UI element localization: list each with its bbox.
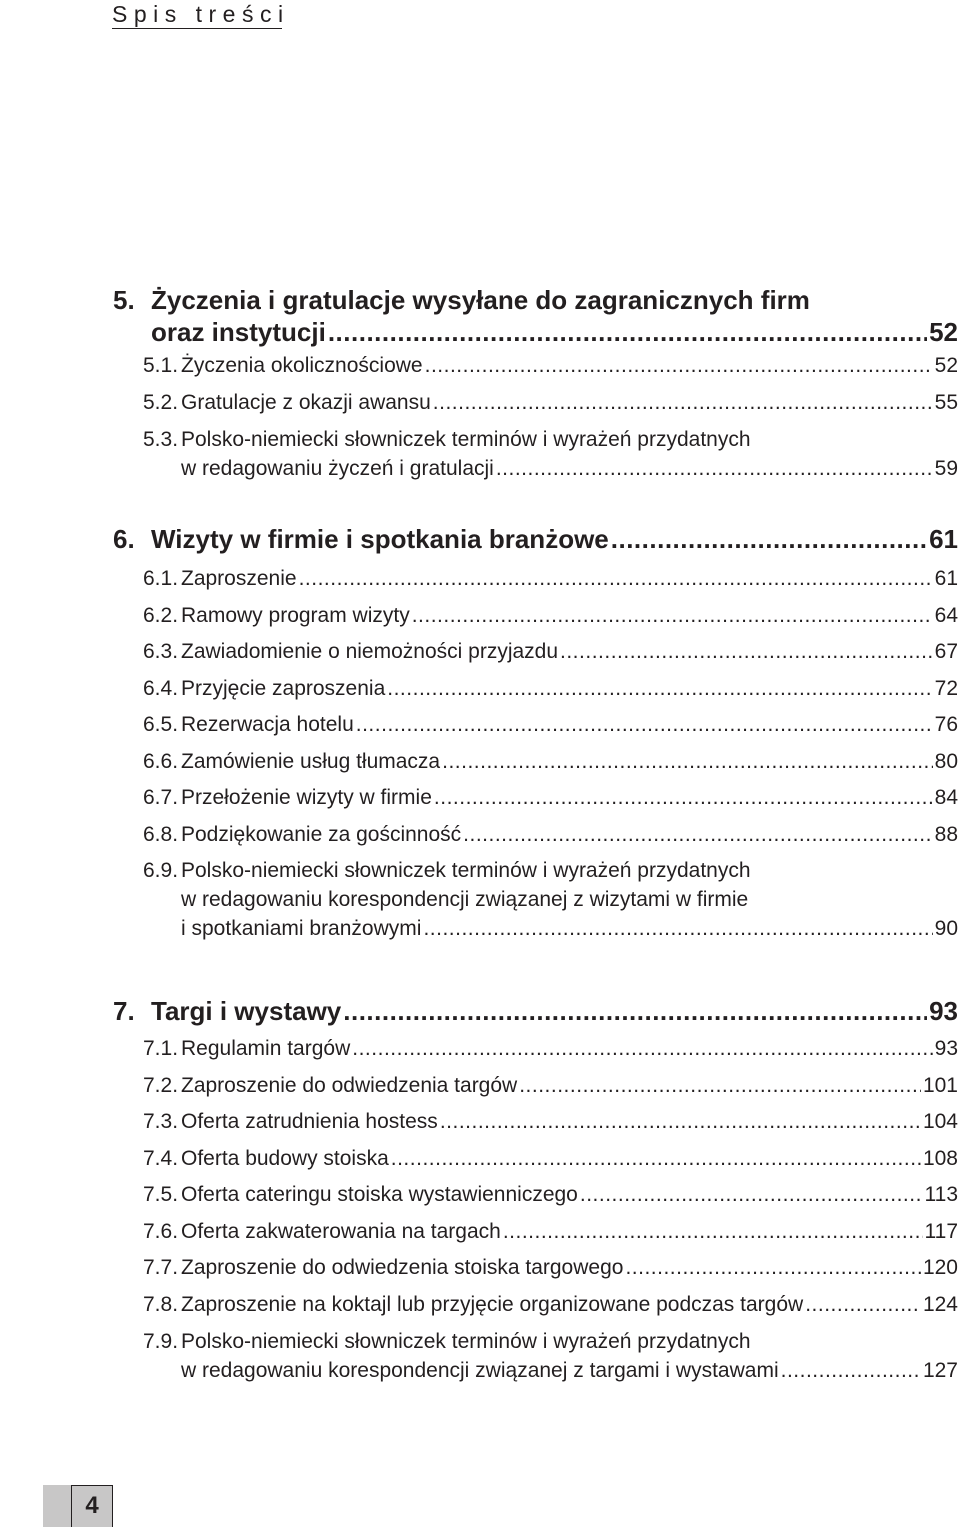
toc-entry-6-6 [143, 744, 958, 781]
leader-dots [299, 561, 933, 598]
leader-dots [356, 707, 933, 744]
entry-title: Życzenia okolicznościowe [181, 354, 423, 377]
toc-entry-6-2 [143, 598, 958, 635]
entry-page: 104 [922, 1110, 958, 1133]
chapter-5 [113, 284, 958, 483]
entry-number: 6.9. [143, 859, 179, 882]
entry-page: 64 [934, 603, 958, 627]
entry-title: Oferta budowy stoiska [181, 1146, 389, 1170]
entry-title: w redagowaniu korespondencji związanej z targami i wystawami [181, 1359, 779, 1382]
entry-title: Zaproszenie do odwiedzenia targów [181, 1073, 518, 1097]
leader-dots [580, 1177, 923, 1214]
entry-title: Ramowy program wizyty [181, 603, 410, 627]
entry-number: 6.6. [143, 749, 179, 773]
toc-entry-6-7 [143, 780, 958, 817]
toc-entry-6-9 [143, 853, 958, 943]
entry-number: 7.8. [143, 1292, 179, 1316]
entry-page: 72 [934, 676, 958, 700]
toc-entry-7-3 [143, 1104, 958, 1141]
chapter-6-title [113, 523, 958, 555]
toc-entry-7-5 [143, 1177, 958, 1214]
entry-number: 5.2. [143, 390, 179, 414]
entry-title: Przełożenie wizyty w firmie [181, 786, 432, 809]
chapter-7 [113, 995, 958, 1385]
chapter-6 [113, 523, 958, 943]
entry-number: 6.7. [143, 786, 179, 809]
entry-title: Zaproszenie do odwiedzenia stoiska targowego [181, 1256, 624, 1279]
chapter-7-title [113, 995, 958, 1027]
leader-dots [434, 780, 933, 817]
chapter-5-title-text: Życzenia i gratulacje wysyłane do zagranicznych firm [151, 285, 810, 315]
page-number-tab [43, 1485, 113, 1527]
entry-page: 90 [934, 917, 958, 940]
entry-page: 127 [922, 1359, 958, 1382]
leader-dots [328, 316, 927, 348]
entry-page: 61 [934, 567, 958, 590]
leader-dots [423, 914, 932, 943]
entry-number: 6.5. [143, 713, 179, 736]
toc-entry-7-1 [143, 1031, 958, 1068]
entry-page: 80 [934, 749, 958, 773]
entry-page: 76 [934, 713, 958, 736]
entry-number: 5.3. [143, 428, 179, 451]
table-of-contents [113, 284, 958, 1385]
chapter-7-page: 93 [929, 996, 958, 1026]
entry-number: 7.6. [143, 1219, 179, 1243]
entry-number: 6.2. [143, 603, 179, 627]
leader-dots [805, 1287, 921, 1324]
chapter-6-title-text: Wizyty w firmie i spotkania branżowe [151, 524, 609, 554]
entry-number: 6.8. [143, 822, 179, 846]
chapter-5-title-line2 [113, 316, 958, 348]
entry-number: 7.5. [143, 1183, 179, 1206]
entry-title: Podziękowanie za gościnność [181, 822, 462, 846]
entry-number: 5.1. [143, 354, 179, 377]
leader-dots [352, 1031, 932, 1068]
toc-entry-7-2 [143, 1068, 958, 1105]
chapter-6-page: 61 [929, 524, 958, 554]
entry-title: Gratulacje z okazji awansu [181, 390, 431, 414]
leader-dots [343, 995, 927, 1027]
toc-entry-6-1 [143, 561, 958, 598]
leader-dots [560, 634, 933, 671]
entry-page: 55 [934, 390, 958, 414]
leader-dots [463, 817, 932, 854]
leader-dots [433, 385, 933, 422]
leader-dots [440, 1104, 921, 1141]
entry-page: 113 [924, 1183, 958, 1206]
entry-page: 67 [934, 640, 958, 663]
chapter-5-title-line1 [113, 284, 958, 316]
entry-number: 7.4. [143, 1146, 179, 1170]
toc-entry-7-7 [143, 1250, 958, 1287]
toc-entry-5-2 [143, 385, 958, 422]
page-number: 4 [71, 1485, 113, 1527]
chapter-5-number: 5. [113, 285, 135, 315]
entry-number: 7.9. [143, 1330, 179, 1353]
toc-entry-7-9 [143, 1323, 958, 1385]
toc-entry-6-5 [143, 707, 958, 744]
chapter-6-number: 6. [113, 524, 135, 554]
toc-entry-6-3 [143, 634, 958, 671]
chapter-5-page: 52 [929, 317, 958, 347]
entry-number: 6.3. [143, 640, 179, 663]
entry-title-line: w redagowaniu korespondencji związanej z wizytami w firmie [181, 888, 749, 911]
entry-title: Oferta zakwaterowania na targach [181, 1219, 501, 1243]
toc-entry-7-8 [143, 1287, 958, 1324]
leader-dots [391, 1141, 921, 1178]
entry-page: 59 [934, 457, 958, 480]
toc-entry-5-1 [143, 348, 958, 385]
entry-page: 120 [922, 1256, 958, 1279]
leader-dots [496, 454, 933, 483]
leader-dots [387, 671, 932, 708]
entry-page: 108 [922, 1146, 958, 1170]
entry-page: 117 [924, 1219, 958, 1243]
entry-page: 88 [934, 822, 958, 846]
entry-title-line: Polsko-niemiecki słowniczek terminów i wyrażeń przydatnych [181, 428, 751, 451]
chapter-7-number: 7. [113, 996, 135, 1026]
entry-title: Zamówienie usług tłumacza [181, 749, 441, 773]
entry-number: 7.1. [143, 1037, 179, 1060]
entry-title: w redagowaniu życzeń i gratulacji [181, 457, 494, 480]
entry-title: Przyjęcie zaproszenia [181, 676, 386, 700]
entry-page: 101 [922, 1073, 958, 1097]
chapter-5-title-text-2: oraz instytucji [151, 317, 326, 347]
toc-entry-7-6 [143, 1214, 958, 1251]
entry-title: Zawiadomienie o niemożności przyjazdu [181, 640, 559, 663]
entry-title: Regulamin targów [181, 1037, 351, 1060]
entry-page: 84 [934, 786, 958, 809]
entry-title-line: Polsko-niemiecki słowniczek terminów i wyrażeń przydatnych [181, 1330, 751, 1353]
leader-dots [425, 348, 933, 385]
entry-title: Zaproszenie [181, 567, 297, 590]
leader-dots [412, 598, 933, 635]
entry-title: Oferta zatrudnienia hostess [181, 1110, 438, 1133]
entry-title: Rezerwacja hotelu [181, 713, 354, 736]
toc-entry-6-4 [143, 671, 958, 708]
toc-entry-7-4 [143, 1141, 958, 1178]
entry-title-line: Polsko-niemiecki słowniczek terminów i wyrażeń przydatnych [181, 859, 751, 882]
leader-dots [611, 523, 927, 555]
entry-title: i spotkaniami branżowymi [181, 917, 422, 940]
entry-number: 7.2. [143, 1073, 179, 1097]
entry-title: Zaproszenie na koktajl lub przyjęcie organizowane podczas targów [181, 1292, 804, 1316]
entry-number: 7.7. [143, 1256, 179, 1279]
leader-dots [503, 1214, 923, 1251]
entry-title: Oferta cateringu stoiska wystawienniczego [181, 1183, 578, 1206]
header-title: Spis treści [112, 1, 290, 27]
entry-number: 6.1. [143, 567, 179, 590]
entry-number: 6.4. [143, 676, 179, 700]
entry-number: 7.3. [143, 1110, 179, 1133]
leader-dots [625, 1250, 921, 1287]
leader-dots [442, 744, 933, 781]
entry-page: 124 [922, 1292, 958, 1316]
entry-page: 52 [934, 354, 958, 377]
leader-dots [519, 1068, 921, 1105]
toc-entry-6-8 [143, 817, 958, 854]
chapter-7-title-text: Targi i wystawy [151, 996, 342, 1026]
entry-page: 93 [934, 1037, 958, 1060]
toc-entry-5-3 [143, 421, 958, 483]
leader-dots [781, 1356, 921, 1385]
